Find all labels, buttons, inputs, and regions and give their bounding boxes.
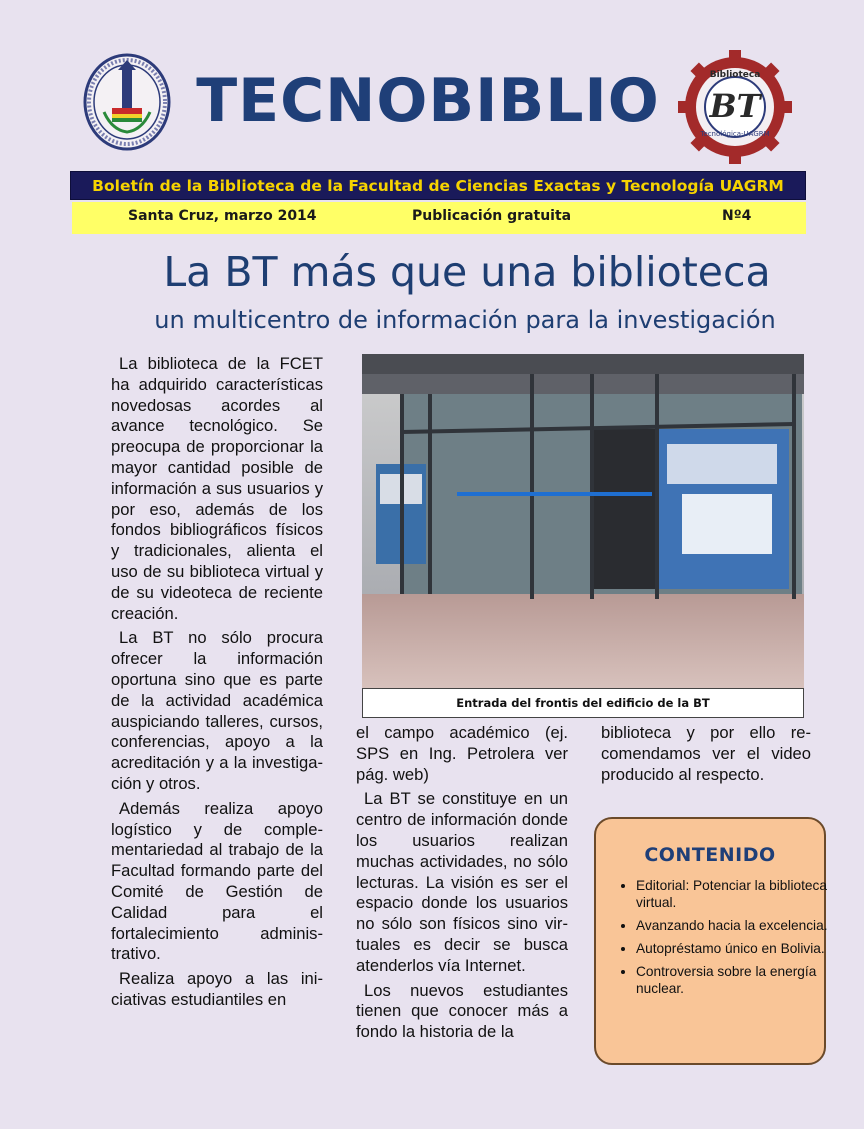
article-column-2 xyxy=(356,723,568,1047)
photo-caption: Entrada del frontis del edificio de la BT xyxy=(362,688,804,718)
contents-box xyxy=(594,817,826,1065)
contents-item: • Controversia sobre la energía nuclear. xyxy=(636,963,832,997)
contents-title: CONTENIDO xyxy=(644,844,776,866)
article-headline: La BT más que una biblioteca xyxy=(163,248,771,296)
paragraph: Los nuevos estudiantes tienen que conocer más a fondo la historia de la xyxy=(356,980,568,1042)
contents-item: • Avanzando hacia la excelencia. xyxy=(636,917,832,934)
issue-info-bar xyxy=(72,202,806,234)
issue-number: Nº4 xyxy=(722,208,752,224)
publication-note: Publicación gratuita xyxy=(412,208,572,224)
bt-logo-bottom-text: Tecnológica-UAGRM xyxy=(700,130,770,138)
paragraph: La biblioteca de la FCET ha adquirido características novedosas acordes al avance tecnológico. Se preocupa de proporcionar la mayor cantidad posible de información a sus usuarios y por eso, además de los fondos bibliográficos físicos y tradicionales, alienta el uso de su biblioteca virtual y de su videoteca de reciente creación. xyxy=(111,354,323,623)
newsletter-masthead: TECNOBIBLIO xyxy=(196,66,660,136)
article-subheadline: un multicentro de información para la investigación xyxy=(154,306,776,334)
place-date: Santa Cruz, marzo 2014 xyxy=(128,208,317,224)
paragraph: Además realiza apoyo logístico y de complementariedad al trabajo de la Facultad formando parte del Comité de Gestión de Calidad para el fortalecimiento administrativo. xyxy=(111,798,323,964)
contents-item: • Editorial: Potenciar la biblioteca virtual. xyxy=(636,877,832,911)
paragraph: el campo académico (ej. SPS en Ing. Petrolera ver pág. web) xyxy=(356,723,568,784)
library-entrance-photo xyxy=(362,354,804,690)
article-column-3 xyxy=(601,723,811,789)
university-seal-logo xyxy=(82,52,172,152)
paragraph: Realiza apoyo a las iniciativas estudiantiles en xyxy=(111,969,323,1009)
contents-list xyxy=(614,877,832,1003)
article-column-1 xyxy=(111,354,323,1015)
paragraph: La BT no sólo procura ofrecer la información oportuna sino que es parte de la actividad académica auspiciando talleres, cursos, conferencias, apoyo a la acreditación y a la investigación y otros. xyxy=(111,628,323,793)
bt-logo-top-text: Biblioteca xyxy=(709,70,761,80)
newsletter-subtitle-bar: Boletín de la Biblioteca de la Facultad de Ciencias Exactas y Tecnología UAGRM xyxy=(70,171,806,200)
paragraph: biblioteca y por ello recomendamos ver el video producido al respecto. xyxy=(601,723,811,784)
contents-item: • Autopréstamo único en Bolivia. xyxy=(636,940,832,957)
bt-library-logo xyxy=(676,48,794,166)
bt-logo-center-text: BT xyxy=(709,87,761,125)
paragraph: La BT se constituye en un centro de información donde los usuarios realizan muchas actividades, no sólo lecturas. La visión es ser el espacio donde los usuarios no sólo son físicos sino virtuales es decir se busca atenderlos vía Internet. xyxy=(356,789,568,975)
